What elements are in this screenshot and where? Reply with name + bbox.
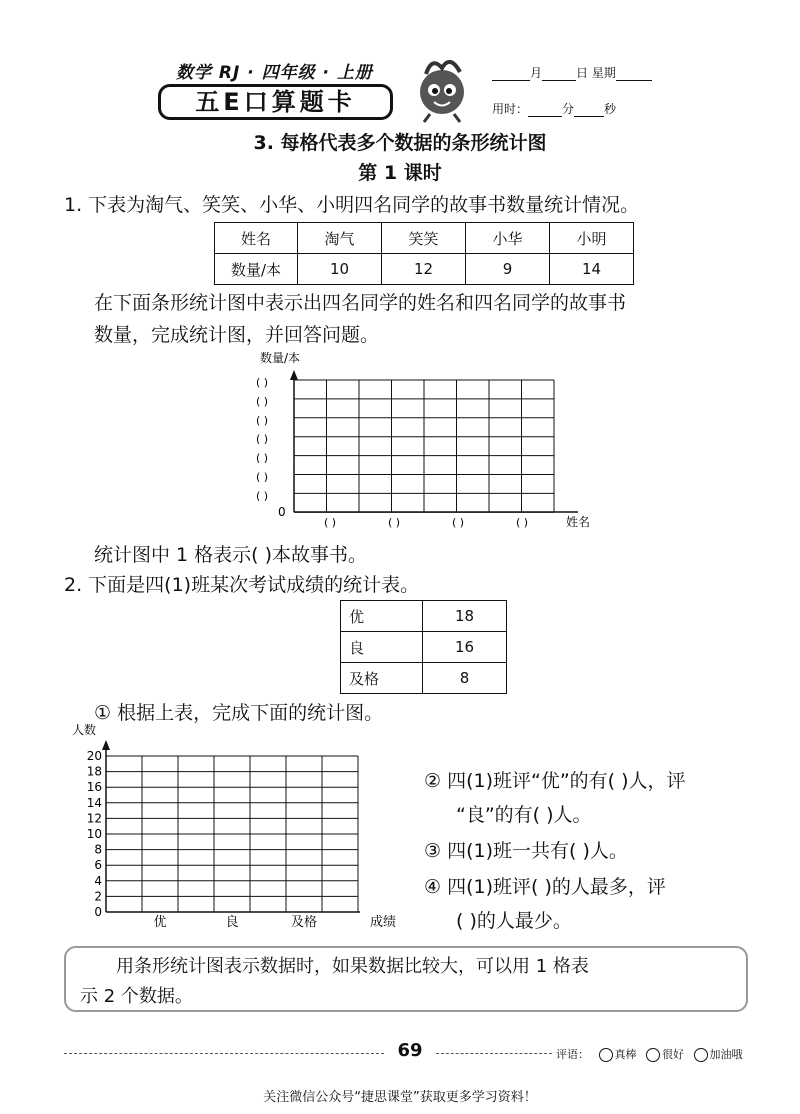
y-axis-blank: ( ) [256, 470, 269, 484]
q1-chart [248, 350, 608, 535]
lesson-subtitle: 第 1 课时 [358, 162, 442, 184]
q1-chart-grid [294, 380, 554, 512]
table-header-cell: 小华 [466, 223, 550, 254]
table-cell: 12 [382, 254, 466, 285]
y-axis-blank: ( ) [256, 413, 269, 427]
x-axis-blank: ( ) [452, 516, 465, 529]
series-label: 数学 RJ · 四年级 · 上册 [176, 63, 373, 83]
q2-chart-categories [153, 914, 317, 930]
q1-instruction-1: 在下面条形统计图中表示出四名同学的姓名和四名同学的故事书 [94, 292, 627, 314]
y-axis-blank: ( ) [256, 432, 269, 446]
rating-option-2: 很好 [662, 1048, 684, 1061]
time-label: 用时： [492, 102, 529, 116]
date-week-label: 星期 [591, 66, 616, 80]
y-tick-label: 2 [94, 889, 102, 904]
y-tick-label: 18 [86, 764, 102, 779]
y-tick-label: 16 [86, 780, 102, 795]
q2-chart-grid [106, 756, 358, 912]
table-row-label: 优 [341, 601, 423, 632]
rating-option-1: 真棒 [614, 1048, 637, 1061]
table-cell: 16 [423, 632, 507, 663]
tip-line2: 示 2 个数据。 [80, 986, 193, 1007]
table-row [341, 632, 507, 663]
table-cell: 18 [423, 601, 507, 632]
y-tick-label: 4 [94, 873, 102, 888]
tip-box [64, 946, 748, 1012]
time-sec-label: 秒 [604, 102, 617, 116]
y-axis-blank: ( ) [256, 394, 269, 408]
x-axis-blank: ( ) [388, 516, 401, 529]
q2-sub2-line2: “良”的有( )人。 [456, 804, 592, 826]
tip-line1: 用条形统计图表示数据时，如果数据比较大，可以用 1 格表 [116, 956, 589, 977]
x-axis-blank: ( ) [324, 516, 337, 529]
table-row [341, 663, 507, 694]
q2-sub1: ① 根据上表，完成下面的统计图。 [94, 702, 384, 724]
footer-notice: 关注微信公众号“捷思课堂”获取更多学习资料！ [263, 1090, 537, 1105]
table-cell: 10 [298, 254, 382, 285]
mascot-icon [412, 52, 474, 124]
q2-sub2-line1: ② 四(1)班评“优”的有( )人，评 [424, 770, 686, 792]
cheer-icon [694, 1048, 708, 1062]
table-cell: 9 [466, 254, 550, 285]
q2-sub4-line1: ④ 四(1)班评( )的人最多，评 [424, 876, 666, 898]
brand-title: 五E口算题卡 [158, 84, 393, 120]
smile-icon [646, 1048, 660, 1062]
q2-table [340, 600, 507, 694]
q2-sub3: ③ 四(1)班一共有( )人。 [424, 840, 628, 862]
y-tick-label: 20 [86, 749, 102, 763]
footer-divider-right [436, 1053, 552, 1054]
x-category-label: 优 [153, 915, 167, 930]
table-row [341, 601, 507, 632]
x-axis-blank: ( ) [516, 516, 529, 529]
rating-option-3: 加油哦 [709, 1048, 743, 1061]
table-header-cell: 小明 [550, 223, 634, 254]
y-tick-label: 14 [86, 795, 102, 810]
q2-sub4-line2: ( )的人最少。 [456, 910, 572, 932]
q1-chart-y-blanks [256, 376, 268, 502]
date-day-label: 日 [576, 66, 589, 80]
table-header-cell: 淘气 [298, 223, 382, 254]
y-axis-blank: ( ) [256, 376, 269, 389]
q1-chart-x-blanks [324, 516, 528, 529]
q1-text: 1. 下表为淘气、笑笑、小华、小明四名同学的故事书数量统计情况。 [64, 194, 640, 216]
q1-chart-xlabel: 姓名 [566, 515, 591, 529]
q1-chart-ylabel: 数量/本 [260, 351, 301, 365]
q1-instruction-2: 数量，完成统计图，并回答问题。 [94, 324, 380, 346]
y-tick-label: 8 [94, 842, 102, 857]
y-tick-label: 10 [86, 827, 102, 841]
table-row-label: 良 [341, 632, 423, 663]
time-min-label: 分 [562, 102, 575, 116]
date-month-label: 月 [530, 66, 543, 80]
table-header-cell: 笑笑 [382, 223, 466, 254]
q2-chart-ylabel: 人数 [72, 723, 97, 737]
rating-bar [556, 1046, 743, 1062]
y-tick-label: 12 [86, 811, 102, 826]
table-header-cell: 姓名 [215, 223, 298, 254]
q2-text: 2. 下面是四(1)班某次考试成绩的统计表。 [64, 574, 420, 596]
rating-label: 评语： [556, 1048, 589, 1061]
footer-divider-left [64, 1053, 384, 1054]
date-line [492, 64, 652, 81]
table-row-label: 数量/本 [215, 254, 298, 285]
q1-answer-line: 统计图中 1 格表示( )本故事书。 [94, 544, 368, 566]
y-axis-blank: ( ) [256, 489, 269, 503]
lesson-title: 3. 每格代表多个数据的条形统计图 [253, 132, 547, 154]
y-tick-label: 6 [94, 858, 102, 873]
q2-chart-y-ticks [87, 749, 102, 919]
y-tick-label: 0 [94, 905, 102, 919]
q2-chart [60, 720, 420, 930]
table-row [215, 223, 634, 254]
q1-table [214, 222, 634, 285]
y-axis-blank: ( ) [256, 451, 269, 465]
table-row [215, 254, 634, 285]
x-category-label: 良 [225, 915, 239, 930]
table-cell: 8 [423, 663, 507, 694]
x-category-label: 及格 [290, 915, 318, 930]
time-line [492, 100, 616, 117]
page-number: 69 [397, 1040, 423, 1061]
q1-chart-origin: 0 [278, 505, 286, 519]
table-row-label: 及格 [341, 663, 423, 694]
table-cell: 14 [550, 254, 634, 285]
q2-chart-xlabel: 成绩 [370, 915, 397, 930]
smile-big-icon [599, 1048, 613, 1062]
